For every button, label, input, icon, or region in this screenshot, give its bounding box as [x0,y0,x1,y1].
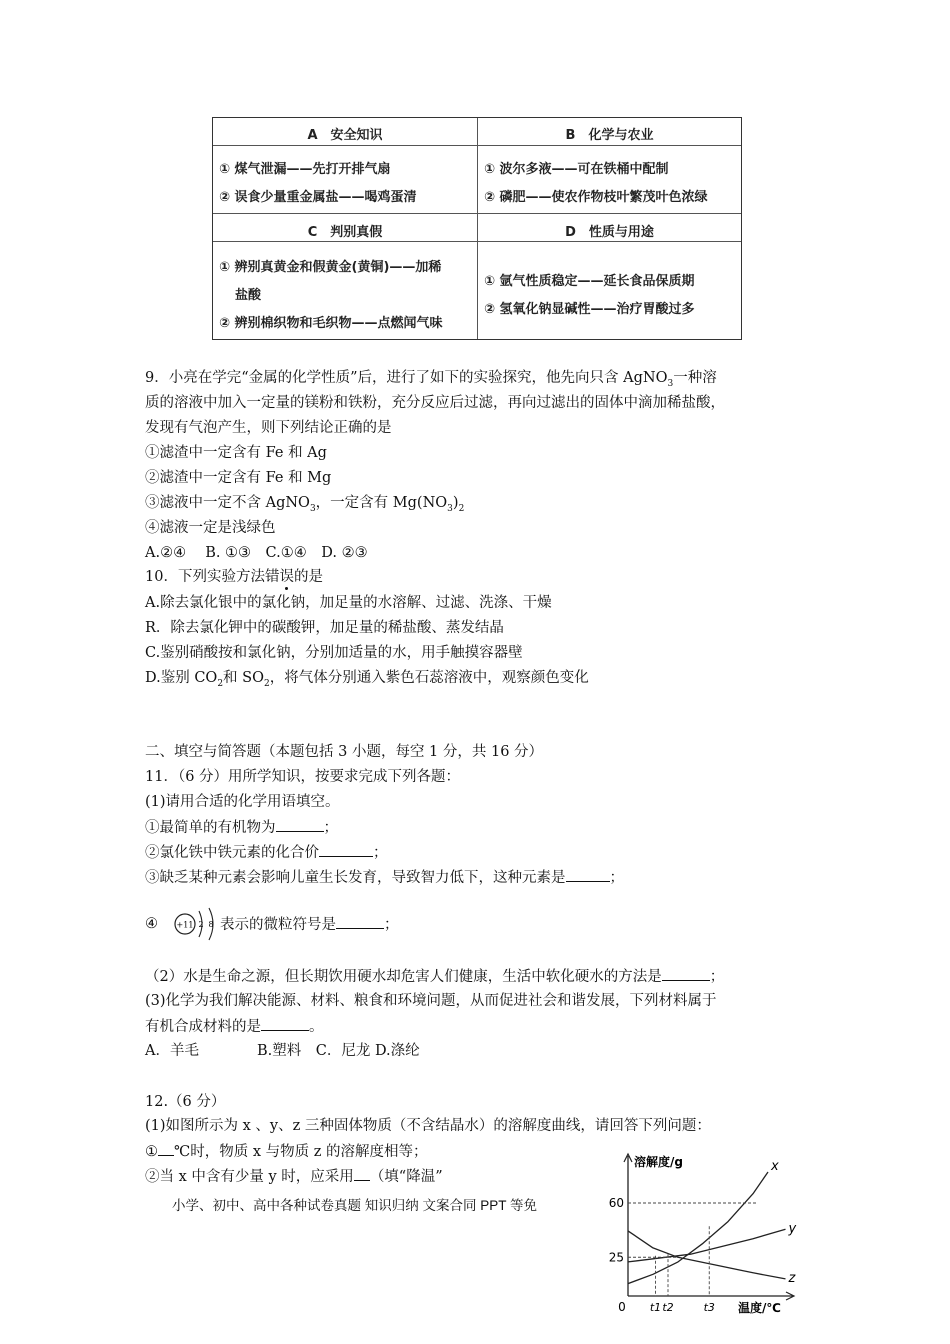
q9-option-1: ①滤渣中一定含有 Fe 和 Ag [145,445,327,461]
section-title: 二、填空与简答题（本题包括 3 小题，每空 1 分，共 16 分） [145,744,544,760]
shell-2-electrons: 8 [208,920,214,929]
q10-option-a: A.除去氯化银中的氯化钠，加足量的水溶解、过滤、洗涤、干燥 [145,595,552,611]
table-header-a: A 安全知识 [307,128,383,143]
x-tick-label: t1 [649,1301,662,1314]
nucleus-charge: +11 [176,920,194,930]
table-cell-a2: ② 误食少量重金属盐——喝鸡蛋清 [219,190,417,205]
series-label-z: z [788,1270,796,1286]
q11-part3-line1: (3)化学为我们解决能源、材料、粮食和环境问题，从而促进社会和谐发展，下列材料属于 [145,993,717,1009]
answer-blank[interactable] [354,1166,370,1181]
emphasis-dot: 误 [279,569,294,585]
q9-option-3: ③滤液中一定不含 AgNO$_3$，一定含有 $Mg(NO_3)_2$ [145,495,465,514]
q10-stem: 10．下列实验方法错误的是 [145,569,323,585]
x-tick-label: t3 [703,1301,715,1314]
table-cell-d2: ② 氢氧化钠显碱性——治疗胃酸过多 [484,302,695,317]
table-header-d: D 性质与用途 [565,225,654,240]
q11-choices: A．羊毛 B.塑料 C．尼龙 D.涤纶 [145,1043,420,1059]
q11-stem: 11．（6 分）用所学知识，按要求完成下列各题： [145,769,461,785]
series-label-x: x [771,1159,779,1174]
x-tick-label: 0 [618,1300,626,1314]
q10-option-d: D.鉴别 $CO_2$和 $SO_2$，将气体分别通入紫色石蕊溶液中，观察颜色变化 [145,670,589,689]
q9-choices: A.②④ B. ①③ C.①④ D. ②③ [145,545,368,561]
knowledge-table [212,117,742,340]
q12-item2: ②当 x 中含有少量 y 时，应采用 （填“降温” [145,1166,443,1187]
q9-stem-line3: 发现有气泡产生，则下列结论正确的是 [145,420,392,436]
atom-structure-diagram [172,905,222,943]
shell-1-electrons: 2 [198,920,204,929]
y-tick-label: 60 [608,1196,624,1210]
table-divider [213,145,741,146]
answer-blank[interactable] [319,842,373,857]
curve-x [628,1172,768,1284]
table-cell-a1: ① 煤气泄漏——先打开排气扇 [219,162,391,177]
answer-blank[interactable] [261,1016,309,1031]
x-tick-label: t2 [662,1301,674,1314]
table-cell-c2: ② 辨别棉织物和毛织物——点燃闻气味 [219,316,443,331]
q11-item1: ①最简单的有机物为 ； [145,817,338,838]
y-axis-label: 溶解度/g [634,1155,683,1169]
table-header-c: C 判别真假 [307,225,383,240]
table-cell-c1-cont: 盐酸 [235,288,262,303]
answer-blank[interactable] [566,867,610,882]
series-label-y: y [788,1221,797,1237]
answer-blank[interactable] [662,966,710,981]
q11-item4-number: ④ [145,916,158,932]
answer-blank[interactable] [276,817,324,832]
q11-part2: （2）水是生命之源，但长期饮用硬水却危害人们健康，生活中软化硬水的方法是 ； [145,966,724,987]
footer-ad-text: 小学、初中、高中各种试卷真题 知识归纳 文案合同 PPT 等免 [172,1198,538,1213]
q9-option-2: ②滤渣中一定含有 Fe 和 Mg [145,470,332,486]
curve-z [628,1231,786,1279]
q11-part3-line2: 有机合成材料的是 。 [145,1016,324,1037]
q12-stem: 12.（6 分） [145,1094,226,1110]
curve-y [628,1229,786,1262]
q11-part1: (1)请用合适的化学用语填空。 [145,794,340,810]
answer-blank[interactable] [336,914,384,929]
q11-item2: ②氯化铁中铁元素的化合价 ； [145,842,388,863]
answer-blank[interactable] [158,1141,174,1156]
table-cell-c1: ① 辨别真黄金和假黄金(黄铜)——加稀 [219,260,442,275]
q9-option-4: ④滤液一定是浅绿色 [145,520,276,536]
table-cell-b1: ① 波尔多液——可在铁桶中配制 [484,162,669,177]
table-divider [213,241,741,242]
table-cell-b2: ② 磷肥——使农作物枝叶繁茂叶色浓绿 [484,190,708,205]
y-tick-label: 25 [608,1250,624,1265]
q11-item4: 表示的微粒符号是 ； [220,914,399,935]
q9-stem-line1: 9．小亮在学完“金属的化学性质”后，进行了如下的实验探究，他先向只含 AgNO$_3$一种溶 [145,370,717,389]
table-divider [213,213,741,214]
q10-option-c: C.鉴别硝酸按和氯化钠，分别加适量的水，用手触摸容器壁 [145,645,523,661]
solubility-chart [598,1136,808,1316]
table-cell-d1: ① 氩气性质稳定——延长食品保质期 [484,274,695,289]
q11-item3: ③缺乏某种元素会影响儿童生长发育，导致智力低下，这种元素是 ； [145,867,624,888]
x-axis-label: 温度/℃ [738,1301,781,1315]
table-header-b: B 化学与农业 [565,128,654,143]
q10-option-b: R．除去氯化钾中的碳酸钾，加足量的稀盐酸、蒸发结晶 [145,620,504,636]
q12-part1: (1)如图所示为 x 、y、z 三种固体物质（不含结晶水）的溶解度曲线，请回答下列问题： [145,1118,711,1134]
chart-plot-area [609,1159,797,1314]
q9-stem-line2: 质的溶液中加入一定量的镁粉和铁粉，充分反应后过滤，再向过滤出的固体中滴加稀盐酸， [145,395,725,411]
q12-item1: ① ℃时，物质 x 与物质 z 的溶解度相等； [145,1141,427,1162]
